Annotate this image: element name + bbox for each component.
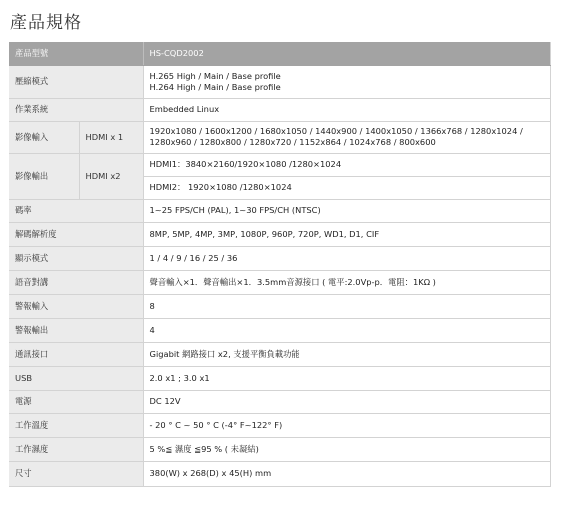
spec-value: 8 bbox=[143, 294, 550, 318]
spec-row-decode-resolution bbox=[9, 222, 550, 246]
spec-value: 2.0 x1 ; 3.0 x1 bbox=[143, 366, 550, 390]
spec-value: - 20 ° C ~ 50 ° C (-4° F~122° F) bbox=[143, 413, 550, 437]
spec-row-power bbox=[9, 390, 550, 413]
spec-label: 工作濕度 bbox=[9, 437, 143, 461]
spec-value: 380(W) x 268(D) x 45(H) mm bbox=[143, 461, 550, 486]
spec-label: 通訊接口 bbox=[9, 342, 143, 366]
spec-value bbox=[143, 121, 550, 153]
spec-value-hdmi2: HDMI2： 1920×1080 /1280×1024 bbox=[143, 176, 550, 199]
spec-row-alarm-output bbox=[9, 318, 550, 342]
page-title: 產品規格 bbox=[10, 13, 82, 33]
spec-row-os bbox=[9, 98, 550, 121]
spec-row-operating-temperature bbox=[9, 413, 550, 437]
spec-label: 警報輸出 bbox=[9, 318, 143, 342]
spec-value: 5 %≦ 濕度 ≦95 % ( 未凝結) bbox=[143, 437, 550, 461]
spec-label: 電源 bbox=[9, 390, 143, 413]
spec-label: 產品型號 bbox=[9, 42, 143, 65]
spec-value: Embedded Linux bbox=[143, 98, 550, 121]
spec-value: 1~25 FPS/CH (PAL), 1~30 FPS/CH (NTSC) bbox=[143, 199, 550, 222]
spec-row-compression bbox=[9, 65, 550, 98]
spec-label: USB bbox=[9, 366, 143, 390]
spec-value: HS-CQD2002 bbox=[143, 42, 550, 65]
spec-value: DC 12V bbox=[143, 390, 550, 413]
spec-row-frame-rate bbox=[9, 199, 550, 222]
spec-table bbox=[9, 42, 551, 487]
spec-value: 聲音輸入×1．聲音輸出×1．3.5mm音源接口 ( 電平:2.0Vp-p．電阻：1KΩ ) bbox=[143, 270, 550, 294]
spec-value: Gigabit 網路接口 x2, 支援平衡負載功能 bbox=[143, 342, 550, 366]
spec-row-dimensions bbox=[9, 461, 550, 486]
spec-row-audio bbox=[9, 270, 550, 294]
spec-label: 作業系統 bbox=[9, 98, 143, 121]
spec-value-line: H.264 High / Main / Base profile bbox=[149, 81, 281, 92]
spec-label: 顯示模式 bbox=[9, 246, 143, 270]
spec-value: 8MP, 5MP, 4MP, 3MP, 1080P, 960P, 720P, WD1, D1, CIF bbox=[143, 222, 550, 246]
spec-row-operating-humidity bbox=[9, 437, 550, 461]
spec-value bbox=[143, 65, 550, 98]
spec-value-hdmi1: HDMI1：3840×2160/1920×1080 /1280×1024 bbox=[143, 153, 550, 176]
spec-row-network bbox=[9, 342, 550, 366]
spec-label: 影像輸出 bbox=[9, 153, 79, 199]
spec-label: 工作溫度 bbox=[9, 413, 143, 437]
spec-label: 影像輸入 bbox=[9, 121, 79, 153]
spec-row-model bbox=[9, 42, 550, 65]
spec-row-usb bbox=[9, 366, 550, 390]
spec-sub-label: HDMI x2 bbox=[79, 153, 143, 199]
spec-value-line: 1280x960 / 1280x800 / 1280x720 / 1152x864 / 1024x768 / 800x600 bbox=[149, 137, 436, 147]
spec-label: 碼率 bbox=[9, 199, 143, 222]
spec-value-line: H.265 High / Main / Base profile bbox=[149, 70, 281, 81]
spec-label: 尺寸 bbox=[9, 461, 143, 486]
spec-value: 4 bbox=[143, 318, 550, 342]
spec-sub-label: HDMI x 1 bbox=[79, 121, 143, 153]
spec-value-line: 1920x1080 / 1600x1200 / 1680x1050 / 1440x900 / 1400x1050 / 1366x768 / 1280x1024 / bbox=[149, 126, 523, 136]
spec-row-video-output bbox=[9, 153, 550, 176]
spec-label: 壓縮模式 bbox=[9, 65, 143, 98]
spec-value: 1 / 4 / 9 / 16 / 25 / 36 bbox=[143, 246, 550, 270]
spec-label: 語音對講 bbox=[9, 270, 143, 294]
spec-label: 解碼解析度 bbox=[9, 222, 143, 246]
spec-row-video-input bbox=[9, 121, 550, 153]
spec-label: 警報輸入 bbox=[9, 294, 143, 318]
spec-row-display-mode bbox=[9, 246, 550, 270]
spec-row-alarm-input bbox=[9, 294, 550, 318]
